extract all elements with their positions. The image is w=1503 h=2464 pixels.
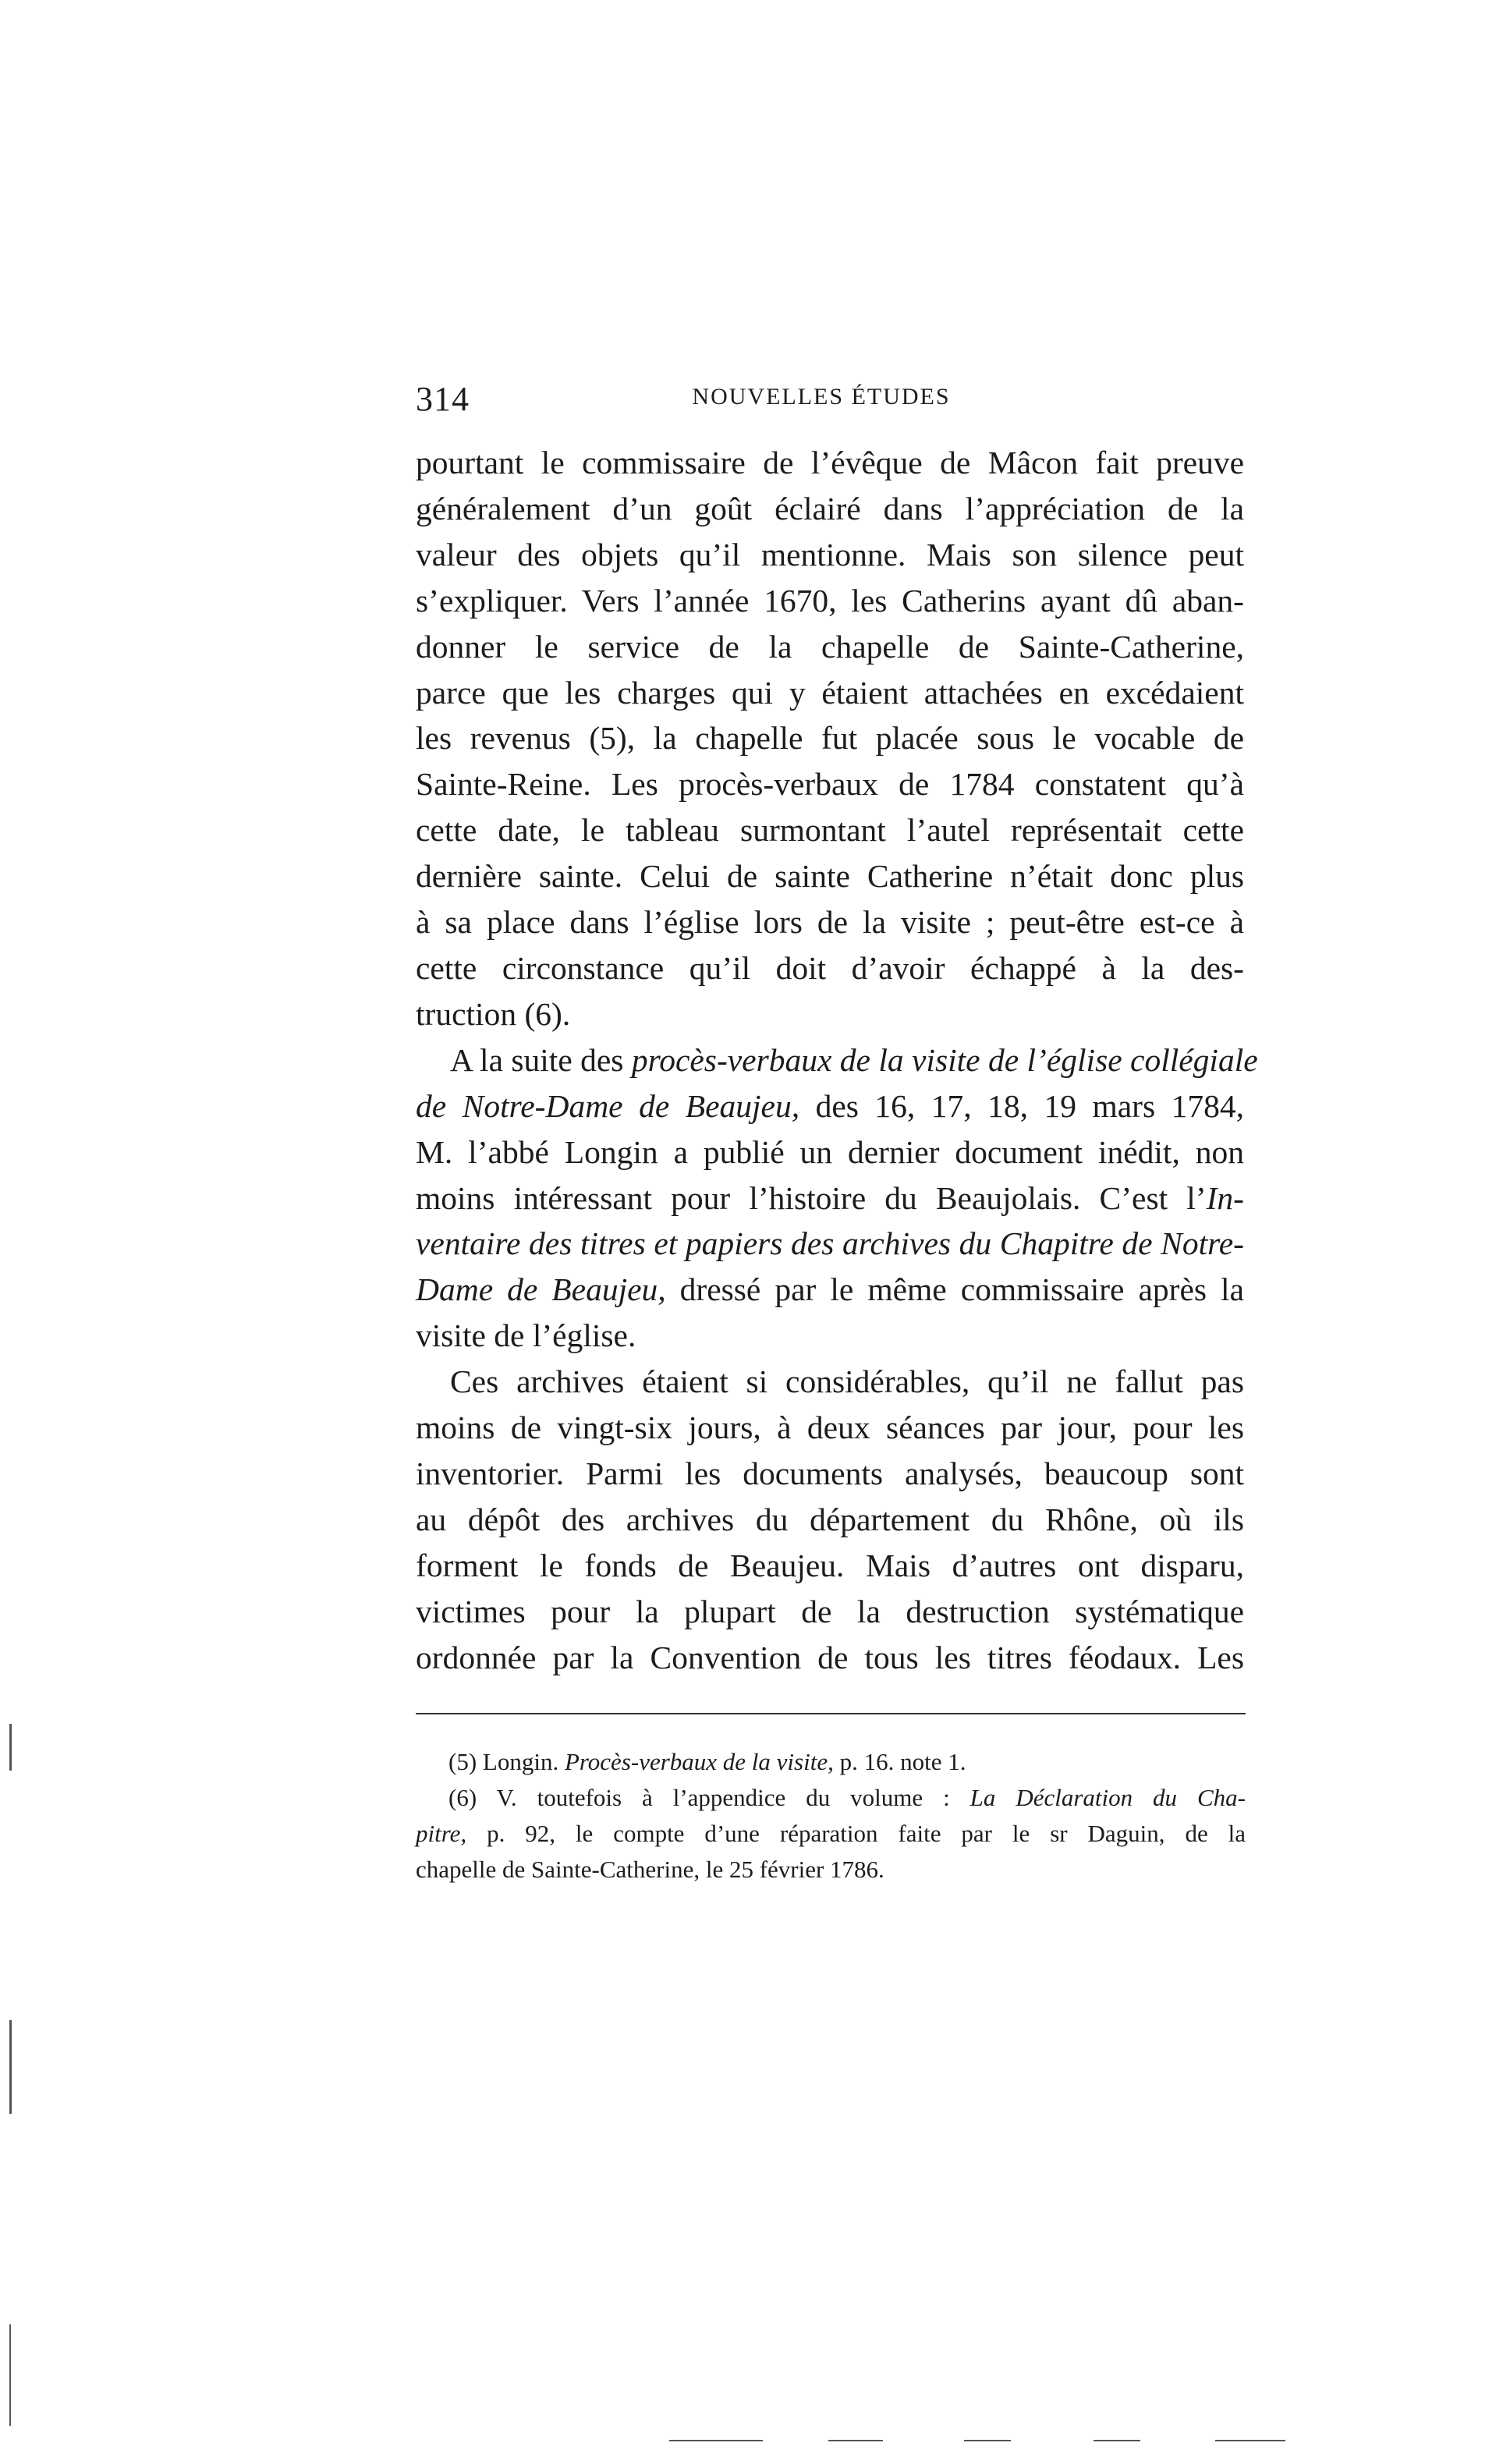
text-line: truction (6). (416, 995, 571, 1032)
text-run: moins intéressant pour l’histoire du Beaujolais. C’est l’ (416, 1179, 1207, 1216)
text-line: visite de l’église. (416, 1317, 636, 1354)
text-line: cette circonstance qu’il doit d’avoir échappé à la des- (416, 949, 1244, 986)
text-line (416, 1037, 1258, 1083)
scan-mark (828, 2440, 883, 2441)
page-number: 314 (416, 380, 470, 418)
text-run: (5) Longin. (448, 1748, 565, 1775)
text-line: donner le service de la chapelle de Sainte-Catherine, (416, 628, 1244, 665)
scan-mark (964, 2440, 1011, 2441)
footnote-line (416, 1816, 1246, 1852)
footnote-6 (416, 1780, 1246, 1888)
text-line: pourtant le commissaire de l’évêque de Mâcon fait preuve (416, 445, 1244, 480)
text-line (416, 1221, 1244, 1267)
italic-title: pitre, (416, 1820, 467, 1847)
running-head: NOUVELLES ÉTUDES (692, 384, 951, 409)
page-header (416, 379, 1244, 426)
footnote-5 (416, 1744, 1246, 1780)
italic-title: procès-verbaux de la visite de l’église collégiale (631, 1041, 1258, 1078)
text-run: A la suite des (450, 1041, 632, 1078)
scan-mark (9, 1724, 12, 1771)
scan-mark (669, 2440, 763, 2441)
italic-title: La Déclaration du Cha- (970, 1784, 1246, 1811)
text-line: M. l’abbé Longin a publié un dernier document inédit, non (416, 1133, 1244, 1170)
text-run: dressé par le même commissaire après la (665, 1271, 1244, 1308)
text-line: généralement d’un goût éclairé dans l’appréciation de la (416, 490, 1244, 526)
text-line: dernière sainte. Celui de sainte Catherine n’était donc plus (416, 858, 1244, 895)
text-line: Sainte-Reine. Les procès-verbaux de 1784 constatent qu’à (416, 766, 1244, 803)
text-line: moins de vingt-six jours, à deux séances par jour, pour les (416, 1409, 1244, 1446)
text-line: Ces archives étaient si considérables, qu’il ne fallut pas (450, 1363, 1244, 1400)
text-run: (6) V. toutefois à l’appendice du volume : (448, 1784, 970, 1811)
italic-title: Procès-verbaux de la visite, (564, 1748, 834, 1775)
footnote-divider (416, 1713, 1246, 1714)
text-run: p. 16. note 1. (833, 1748, 966, 1775)
text-line: ordonnée par la Convention de tous les titres féodaux. Les (416, 1639, 1244, 1675)
footnotes (416, 1744, 1246, 1888)
text-line: valeur des objets qu’il mentionne. Mais son silence peut (416, 536, 1244, 573)
italic-title: Dame de Beaujeu, (416, 1271, 666, 1308)
text-run: des 16, 17, 18, 19 mars 1784, (799, 1087, 1244, 1124)
text-line: victimes pour la plupart de la destruction systématique (416, 1593, 1244, 1629)
text-line: parce que les charges qui y étaient attachées en excédaient (416, 674, 1244, 711)
footnote-line: chapelle de Sainte-Catherine, le 25 février 1786. (416, 1856, 884, 1883)
text-line (416, 1083, 1244, 1129)
text-line: à sa place dans l’église lors de la visite ; peut-être est-ce à (416, 904, 1244, 941)
scan-mark (1094, 2440, 1140, 2441)
text-run: p. 92, le compte d’une réparation faite par le sr Daguin, de la (466, 1820, 1246, 1847)
italic-title: In- (1206, 1179, 1244, 1216)
footnote-line (416, 1780, 1246, 1816)
paragraph-2 (416, 1037, 1258, 1359)
text-line: forment le fonds de Beaujeu. Mais d’autres ont disparu, (416, 1547, 1244, 1583)
paragraph-1 (416, 440, 1244, 1037)
footnote-line (416, 1744, 1246, 1780)
text-line: les revenus (5), la chapelle fut placée sous le vocable de (416, 720, 1244, 757)
text-line: cette date, le tableau surmontant l’autel représentait cette (416, 812, 1244, 849)
scan-mark (9, 2324, 11, 2426)
scan-mark (9, 2020, 12, 2114)
text-line: inventorier. Parmi les documents analysés, beaucoup sont (416, 1455, 1244, 1491)
text-line: au dépôt des archives du département du Rhône, où ils (416, 1501, 1244, 1537)
italic-title: ventaire des titres et papiers des archives du Chapitre de Notre- (416, 1225, 1244, 1262)
main-text (416, 440, 1258, 1680)
paragraph-3 (416, 1359, 1244, 1680)
text-line (416, 1267, 1244, 1313)
scan-mark (1215, 2440, 1285, 2441)
text-line (416, 1175, 1244, 1221)
italic-title: de Notre-Dame de Beaujeu, (416, 1087, 800, 1124)
text-line: s’expliquer. Vers l’année 1670, les Catherins ayant dû aban- (416, 582, 1244, 619)
